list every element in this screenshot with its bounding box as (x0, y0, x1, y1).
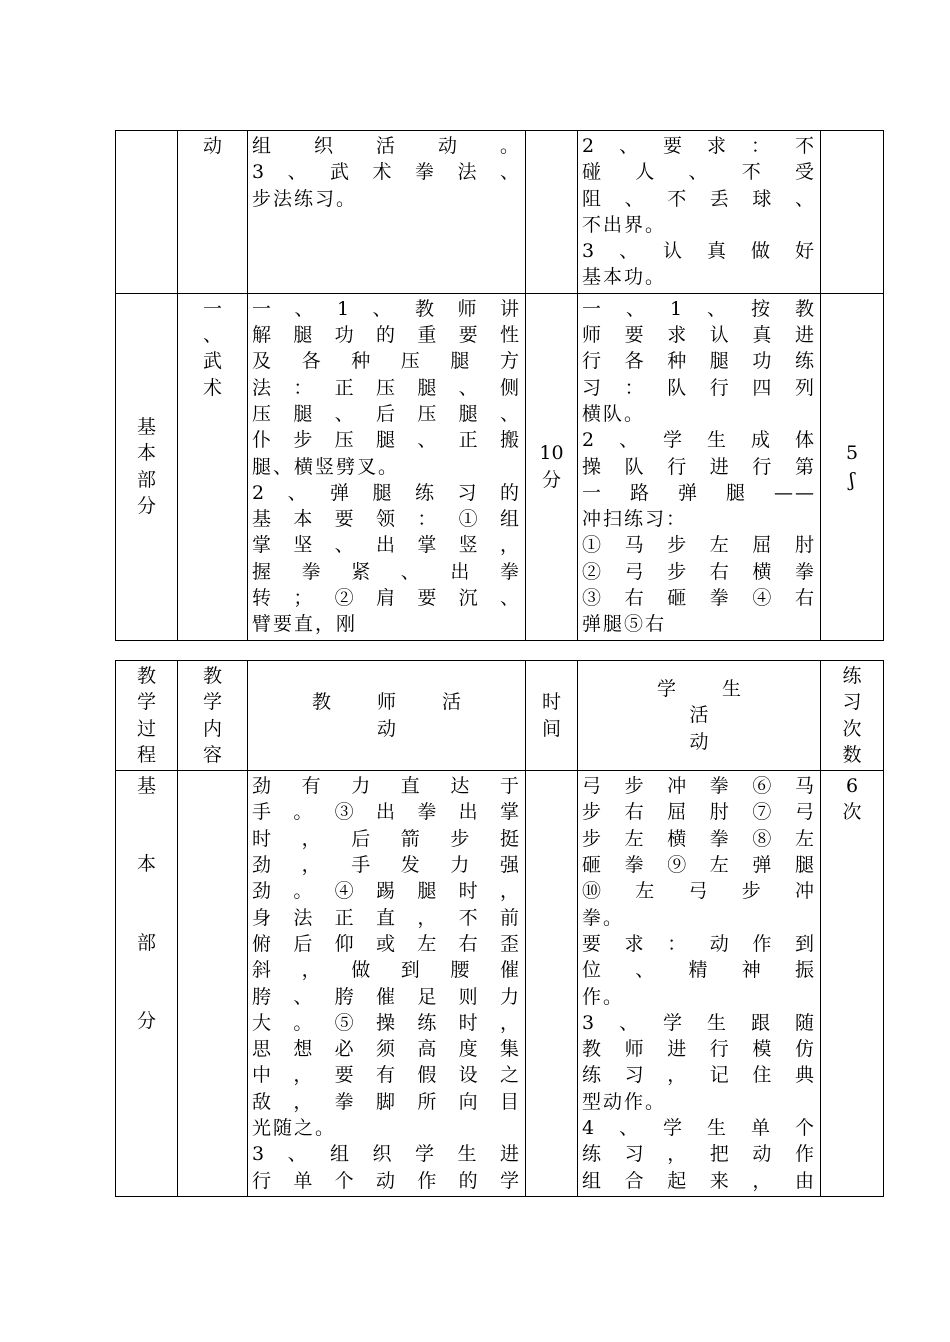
content-cell (178, 771, 248, 1197)
student-activity-cell: 弓步冲拳⑥马 步右屈肘⑦弓 步左横拳⑧左 砸拳⑨左弹腿 ⑩左弓步冲 拳。 要求：动作到 位、精神振 作。 3、学生跟随 教师进行模仿 练习，记住典 型动作。 4、学生单个 练习，把动作 组合起来，由 (578, 771, 821, 1197)
table-row (116, 771, 884, 1197)
content-cell: 一 、 武 术 (178, 293, 248, 640)
header-teacher-activity: 教师活 动 (248, 661, 526, 771)
teacher-activity-cell: 劲有力直达于 手。③出拳出掌 时，后箭步挺 劲，手发力强 劲。④踢腿时， 身法正直，不前 俯后仰或左右歪 斜，做到腰催 胯、胯催足则力 大。⑤操练时， 思想必须高度集 中，要有假设之 敌，拳脚所向目 光随之。 3、组织学生进 行单个动作的学 (248, 771, 526, 1197)
time-cell: 10 分 (526, 293, 578, 640)
count-cell (821, 131, 884, 294)
header-practice-count: 练 习 次 数 (821, 661, 884, 771)
process-cell (116, 131, 178, 294)
teacher-activity-cell: 组织活动。 3、武术拳法、 步法练习。 (248, 131, 526, 294)
header-content: 教 学 内 容 (178, 661, 248, 771)
table-row (116, 293, 884, 640)
table-header-row (116, 661, 884, 771)
lesson-table-continued (115, 130, 884, 641)
process-cell: 基 本 部 分 (116, 293, 178, 640)
lesson-table (115, 660, 884, 1197)
count-cell: 6 次 (821, 771, 884, 1197)
table-row (116, 131, 884, 294)
time-cell (526, 771, 578, 1197)
header-time: 时 间 (526, 661, 578, 771)
student-activity-cell: 一、1、按教 师要求认真进 行各种腿功练 习：队行四列 横队。 2、学生成体 操队行进行第 一路弹腿—— 冲扫练习： ①马步左屈肘 ②弓步右横拳 ③右砸拳④右 弹腿⑤右 (578, 293, 821, 640)
teacher-activity-cell: 一、1、教师讲 解腿功的重要性 及各种压腿方 法：正压腿、侧 压腿、后压腿、 仆步压腿、正搬 腿、横竖劈叉。 2、弹腿练习的 基本要领：①组 掌坚、出掌竖， 握拳紧、出拳 转；②肩要沉、 臂要直，刚 (248, 293, 526, 640)
header-process: 教 学 过 程 (116, 661, 178, 771)
time-cell (526, 131, 578, 294)
content-cell: 动 (178, 131, 248, 294)
student-activity-cell: 2、要求：不 碰人、不受 阻、不丢球、 不出界。 3、认真做好 基本功。 (578, 131, 821, 294)
header-student-activity: 学生活 动 (578, 661, 821, 771)
count-cell: 5 ʃ (821, 293, 884, 640)
process-cell: 基 本 部 分 (116, 771, 178, 1197)
